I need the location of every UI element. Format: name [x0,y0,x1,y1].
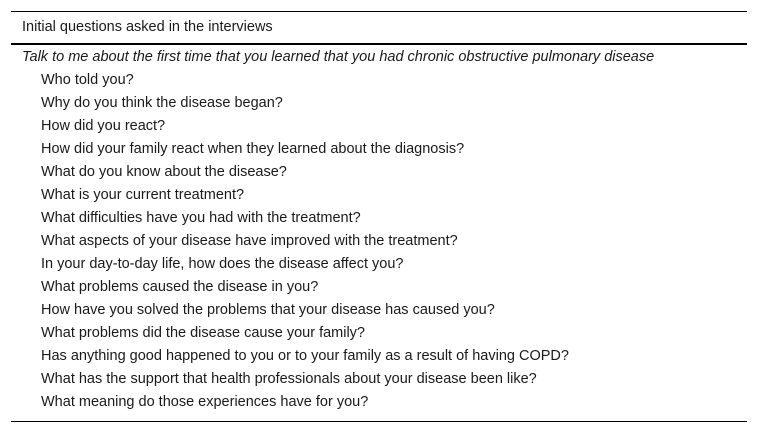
main-question: Talk to me about the first time that you learned that you had chronic obstructive pulmonary disease [22,49,655,65]
sub-question: Why do you think the disease began? [41,95,283,111]
sub-question: Has anything good happened to you or to your family as a result of having COPD? [41,348,569,364]
sub-question: What aspects of your disease have improved with the treatment? [41,233,458,249]
sub-question: What has the support that health professionals about your disease been like? [41,371,537,387]
sub-question: What is your current treatment? [41,187,245,203]
sub-question: What problems caused the disease in you? [41,279,319,295]
sub-question: What do you know about the disease? [41,164,287,180]
sub-question: What difficulties have you had with the treatment? [41,210,361,226]
sub-question: In your day-to-day life, how does the disease affect you? [41,256,404,272]
sub-question: What problems did the disease cause your family? [41,325,365,341]
sub-question: What meaning do those experiences have for you? [41,394,369,410]
table-body [11,45,747,414]
table-bottom-rule [11,421,747,422]
sub-question: How did you react? [41,118,166,134]
sub-question: How did your family react when they learned about the diagnosis? [41,141,465,157]
interview-questions-table [11,11,747,422]
table-header: Initial questions asked in the interviews [22,19,273,35]
sub-question: How have you solved the problems that your disease has caused you? [41,302,495,318]
sub-question: Who told you? [41,72,134,88]
